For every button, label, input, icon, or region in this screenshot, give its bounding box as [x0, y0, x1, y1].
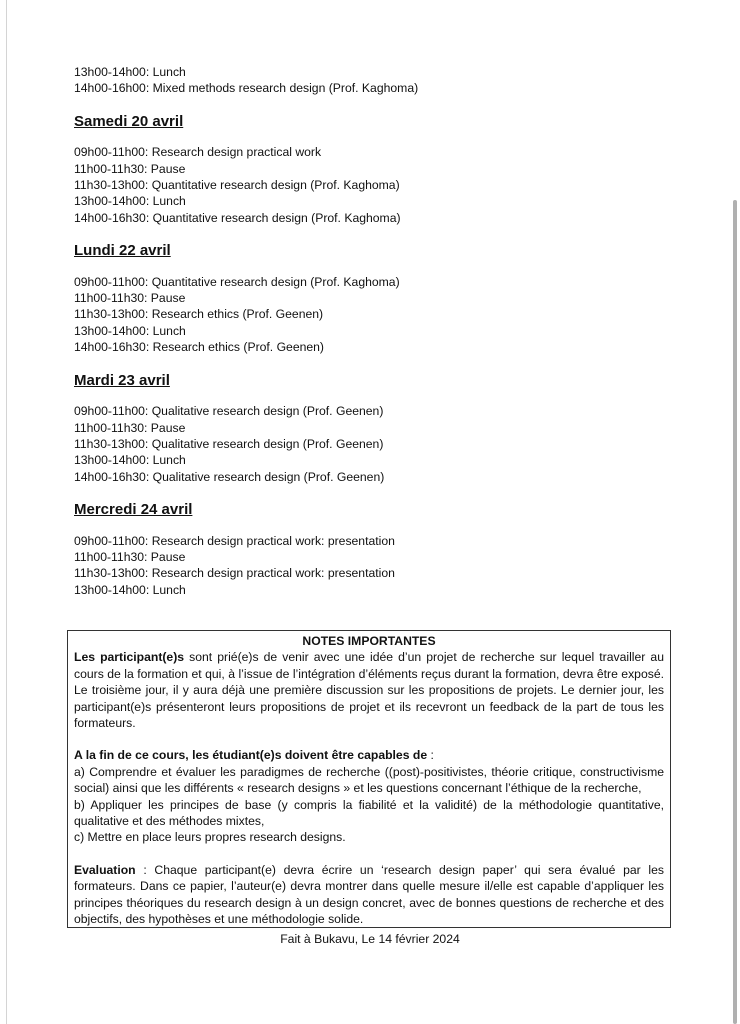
notes-text-participants: sont prié(e)s de venir avec une idée d’un projet de recherche sur lequel travailler au cours de la formation et qui, à l’issue de l’intégration d’éléments reçus durant la formation, devra être exposé. Le troisième jour, il y aura déjà une première discussion sur les propositions de projets. Le dernier jour, les participant(e)s présenteront leurs propositions de projet et ils recevront un feedback de la part de tous les formateurs.: [74, 650, 664, 731]
notes-bold-evaluation: Evaluation: [74, 862, 136, 877]
day-heading: Mercredi 24 avril: [74, 501, 193, 519]
spacer: [74, 846, 664, 862]
notes-bold-participants: Les participant(e)s: [74, 650, 185, 665]
schedule-line: 13h00-14h00: Lunch: [74, 65, 186, 79]
footer-signature-line: Fait à Bukavu, Le 14 février 2024: [280, 932, 460, 946]
notes-paragraph-objectives: [74, 747, 664, 763]
schedule-line: 11h00-11h30: Pause: [74, 549, 186, 564]
schedule-line: 13h00-14h00: Lunch: [74, 194, 186, 209]
notes-objective-c: c) Mettre en place leurs propres research designs.: [74, 830, 346, 845]
scrollbar[interactable]: [733, 200, 737, 1024]
notes-text-evaluation: : Chaque participant(e) devra écrire un ‘research design paper’ qui sera évalué par les formateurs. Dans ce papier, l’auteur(e) devra montrer dans quelle mesure il/elle est capable d’appliquer les principes théoriques du research design à un design concret, avec de bonnes questions de recherche et des objectifs, des hypothèses et une méthodologie solide.: [74, 862, 664, 927]
schedule-line: 14h00-16h30: Quantitative research design (Prof. Kaghoma): [74, 210, 401, 225]
schedule-line: 11h00-11h30: Pause: [74, 291, 186, 306]
schedule-line: 14h00-16h30: Research ethics (Prof. Geenen): [74, 340, 324, 355]
notes-objective-b: b) Appliquer les principes de base (y compris la fiabilité et la validité) de la méthodologie quantitative, qualitative et des méthodes mixtes,: [74, 797, 664, 829]
schedule-line: 09h00-11h00: Quantitative research design (Prof. Kaghoma): [74, 274, 400, 289]
schedule-line: 09h00-11h00: Qualitative research design (Prof. Geenen): [74, 404, 384, 419]
schedule-line: 13h00-14h00: Lunch: [74, 582, 186, 597]
notes-objective-a: a) Comprendre et évaluer les paradigmes de recherche ((post)-positivistes, théorie critique, constructivisme social) ainsi que les différents « research designs » et les questions concernant l’éthique de la recherche,: [74, 764, 664, 796]
notes-paragraph-evaluation: [74, 862, 664, 928]
day-heading: Samedi 20 avril: [74, 112, 184, 130]
schedule-line: 13h00-14h00: Lunch: [74, 453, 186, 468]
day-heading: Lundi 22 avril: [74, 242, 171, 260]
notes-objectives-tail: :: [427, 748, 434, 763]
schedule-line: 11h30-13h00: Quantitative research design (Prof. Kaghoma): [74, 178, 400, 193]
schedule-line: 13h00-14h00: Lunch: [74, 323, 186, 338]
schedule-line: 11h30-13h00: Research ethics (Prof. Geenen): [74, 307, 324, 322]
schedule-line: 14h00-16h30: Qualitative research design (Prof. Geenen): [74, 469, 385, 484]
notes-paragraph-participants: [74, 649, 664, 731]
page-edge: [6, 0, 7, 1024]
schedule-line: 09h00-11h00: Research design practical work: [74, 145, 322, 160]
schedule-line: 11h30-13h00: Qualitative research design (Prof. Geenen): [74, 436, 384, 451]
schedule-line: 11h00-11h30: Pause: [74, 161, 186, 176]
schedule-line: 11h00-11h30: Pause: [74, 420, 186, 435]
schedule-line: 14h00-16h00: Mixed methods research design (Prof. Kaghoma): [74, 81, 419, 96]
schedule-line: 09h00-11h00: Research design practical work: presentation: [74, 533, 395, 548]
spacer: [74, 731, 664, 747]
notes-bold-objectives: A la fin de ce cours, les étudiant(e)s doivent être capables de: [74, 748, 428, 763]
schedule: [74, 64, 674, 598]
schedule-line: 11h30-13h00: Research design practical work: presentation: [74, 566, 395, 581]
notes-box: [67, 630, 671, 928]
day-heading: Mardi 23 avril: [74, 371, 170, 389]
notes-title: NOTES IMPORTANTES: [302, 634, 436, 648]
